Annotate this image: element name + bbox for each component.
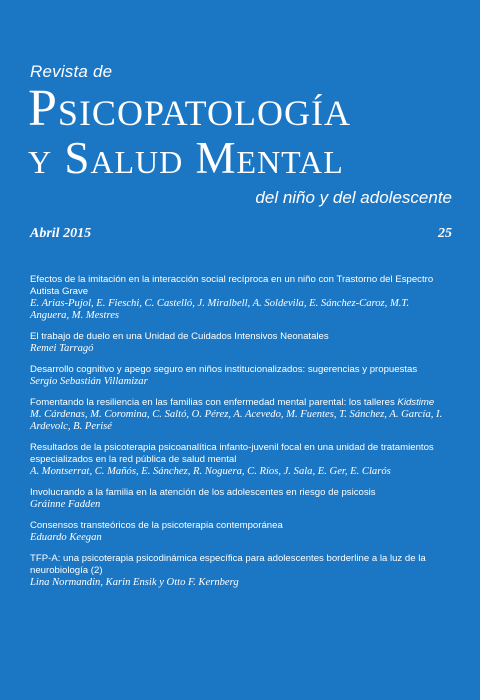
article-title: Involucrando a la familia en la atención de los adolescentes en riesgo de psicosis [30,487,376,498]
journal-prefix: Revista de [30,62,113,81]
table-of-contents [30,274,450,598]
article-entry [30,487,450,511]
article-authors: Lina Normandin, Karin Ensik y Otto F. Kernberg [30,577,239,588]
journal-title-line-2: y Salud Mental [28,133,344,183]
journal-title-line-1: Psicopatología [28,80,351,137]
article-entry [30,553,450,589]
article-entry [30,331,450,355]
article-title: El trabajo de duelo en una Unidad de Cuidados Intensivos Neonatales [30,331,329,342]
article-entry [30,520,450,544]
article-authors: Remei Tarragó [30,343,94,354]
article-title: Desarrollo cognitivo y apego seguro en niños institucionalizados: sugerencias y propuestas [30,364,418,375]
article-authors: Gráinne Fadden [30,499,101,510]
article-entry [30,274,450,322]
article-title: Consensos transteóricos de la psicoterapia contemporánea [30,520,283,531]
article-authors: Sergio Sebastián Villamizar [30,376,148,387]
article-authors: Eduardo Keegan [30,532,102,543]
article-title: Efectos de la imitación en la interacción social recíproca en un niño con Trastorno del Espectro Autista Grave [30,274,434,297]
journal-subtitle: del niño y del adolescente [255,188,452,207]
article-title [30,397,450,409]
issue-date: Abril 2015 [30,226,92,241]
article-authors: A. Montserrat, C. Mañós, E. Sánchez, R. Noguera, C. Ríos, J. Sala, E. Ger, E. Clarós [30,466,391,477]
issue-number: 25 [438,226,452,241]
article-title: TFP-A: una psicoterapia psicodinámica específica para adolescentes borderline a la luz de la neurobiología (2) [30,553,426,576]
article-entry [30,442,450,478]
article-title-text: Fomentando la resiliencia en las familias con enfermedad mental parental: los talleres [30,397,398,408]
article-authors: M. Cárdenas, M. Coromina, C. Saltó, O. Pérez, A. Acevedo, M. Fuentes, T. Sánchez, A. García, I. Ardevolc, B. Perisé [30,409,443,432]
article-entry [30,397,450,433]
article-title: Resultados de la psicoterapia psicoanalítica infanto-juvenil focal en una unidad de tratamientos especializados en la red pública de salud mental [30,442,434,465]
article-title-emphasis: Kidstime [397,397,435,408]
article-authors: E. Arias-Pujol, E. Fieschi, C. Castelló, J. Miralbell, A. Soldevila, E. Sánchez-Caroz, M.T. Anguera, M. Mestres [30,298,410,321]
article-entry [30,364,450,388]
